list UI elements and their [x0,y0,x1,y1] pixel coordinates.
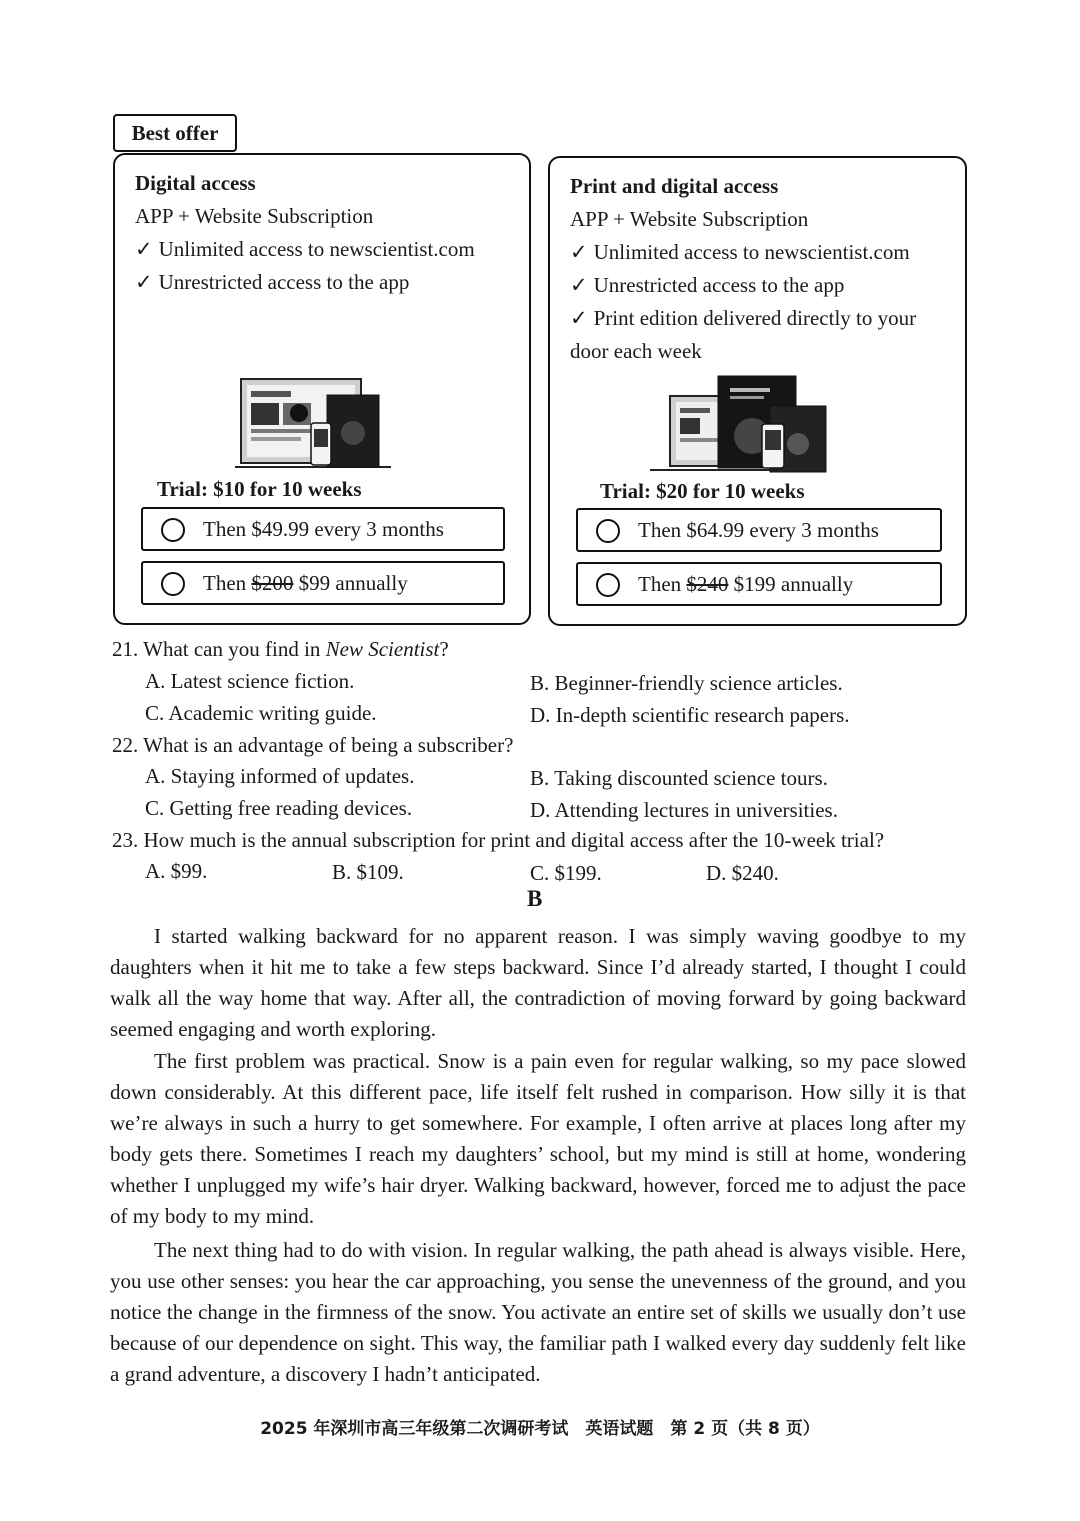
answer-option[interactable]: A. Latest science fiction. [145,669,355,693]
old-price: $200 [251,571,294,595]
answer-option[interactable]: A. $99. [145,859,208,883]
trial-price: Trial: $10 for 10 weeks [157,477,362,501]
devices-image [235,377,395,473]
answer-option[interactable]: D. $240. [706,861,779,885]
plan-feature: ✓ Unlimited access to newscientist.com [135,237,475,261]
plan-card-print-digital [548,156,967,626]
radio-icon[interactable] [596,573,620,597]
trial-price: Trial: $20 for 10 weeks [600,479,805,503]
price-option-quarterly[interactable]: Then $64.99 every 3 months [576,508,942,552]
radio-icon[interactable] [596,519,620,543]
question-22-stem: 22. What is an advantage of being a subscriber? [112,733,514,757]
answer-option[interactable]: B. Taking discounted science tours. [530,766,828,790]
answer-option[interactable]: C. Getting free reading devices. [145,796,413,820]
plan-subtitle: APP + Website Subscription [135,204,374,228]
passage-paragraph: The next thing had to do with vision. In regular walking, the path ahead is always visible. Here, you use other senses: you hear the car approaching, you sense the unevenness of the ground, and you notice the change in the firmness of the snow. You activate an entire set of skills we usually don’t use because of our dependence on sight. This way, the familiar path I walked every day suddenly felt like a grand adventure, a discovery I hadn’t anticipated. [110,1238,966,1386]
plan-subtitle: APP + Website Subscription [570,207,809,231]
plan-title: Digital access [135,171,256,195]
old-price: $240 [686,572,729,596]
check-icon: ✓ [570,240,588,264]
check-icon: ✓ [570,306,588,330]
check-icon: ✓ [135,270,153,294]
check-icon: ✓ [135,237,153,261]
price-option-annual[interactable]: Then $240 $199 annually [576,562,942,606]
passage-paragraph: The first problem was practical. Snow is a pain even for regular walking, so my pace slowed down considerably. At this different pace, life itself felt rushed in comparison. How silly it is that we’re always in such a hurry to get somewhere. For example, I often arrive at places long after my body gets there. Sometimes I reach my daughters’ school, but my mind is still at home, wondering whether I unplugged my wife’s hair dryer. Walking backward, however, forced me to adjust the pace of my body to my mind. [110,1049,966,1228]
answer-option[interactable]: D. In-depth scientific research papers. [530,703,850,727]
check-icon: ✓ [570,273,588,297]
passage-paragraph: I started walking backward for no apparent reason. I was simply waving goodbye to my daughters when it hit me to take a few steps backward. Since I’d already started, I thought I could walk all the way home that way. After all, the contradiction of moving forward by going backward seemed engaging and worth exploring. [110,924,966,1041]
question-21-stem: 21. What can you find in New Scientist? [112,637,449,661]
plan-feature: ✓ Unrestricted access to the app [135,270,410,294]
devices-image [650,374,830,474]
price-option-quarterly[interactable]: Then $49.99 every 3 months [141,507,505,551]
plan-card-digital [113,153,531,625]
page-footer: 2025 年深圳市高三年级第二次调研考试 英语试题 第 2 页（共 8 页） [260,1419,820,1439]
section-label: B [527,886,543,911]
radio-icon[interactable] [161,518,185,542]
plan-feature: ✓ Print edition delivered directly to your [570,306,917,330]
answer-option[interactable]: C. $199. [530,861,602,885]
answer-option[interactable]: C. Academic writing guide. [145,701,377,725]
answer-option[interactable]: A. Staying informed of updates. [145,764,415,788]
best-offer-badge: Best offer [113,114,237,152]
plan-title: Print and digital access [570,174,779,198]
plan-feature: ✓ Unrestricted access to the app [570,273,845,297]
answer-option[interactable]: B. Beginner-friendly science articles. [530,671,843,695]
answer-option[interactable]: B. $109. [332,860,404,884]
answer-option[interactable]: D. Attending lectures in universities. [530,798,838,822]
price-option-annual[interactable]: Then $200 $99 annually [141,561,505,605]
question-23-stem: 23. How much is the annual subscription for print and digital access after the 10-week trial? [112,828,885,852]
plan-feature: ✓ Unlimited access to newscientist.com [570,240,910,264]
radio-icon[interactable] [161,572,185,596]
plan-feature-continued: door each week [570,339,702,363]
